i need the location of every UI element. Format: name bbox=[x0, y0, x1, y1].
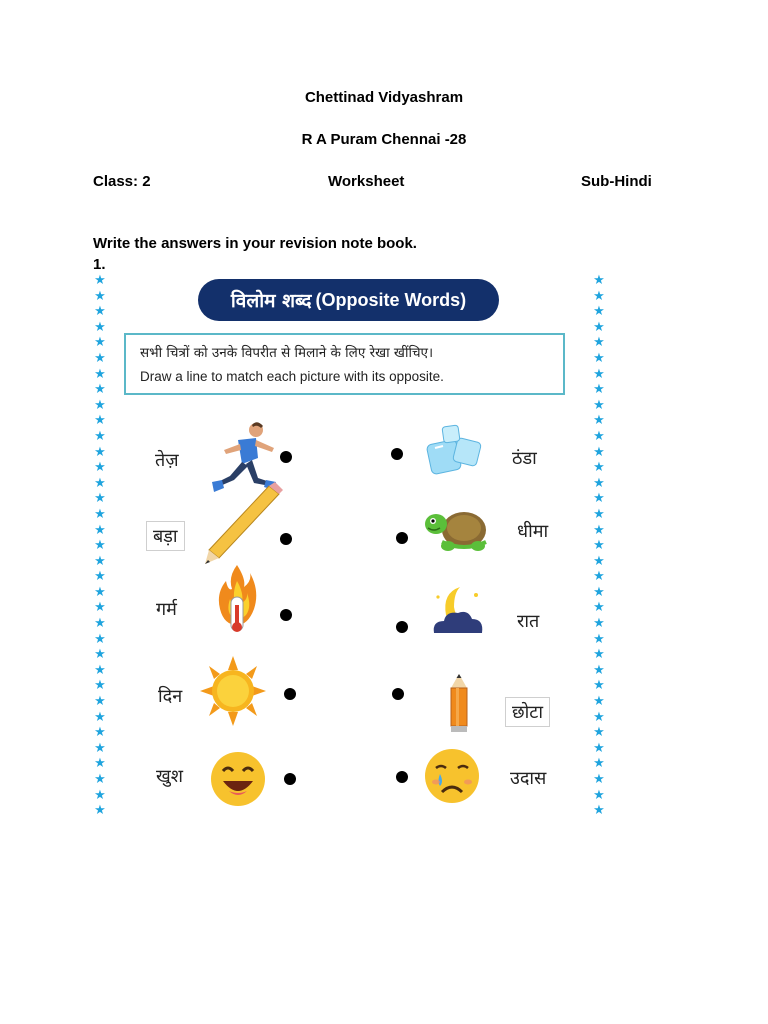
star-icon: ★ bbox=[593, 755, 605, 771]
star-icon: ★ bbox=[593, 724, 605, 740]
star-icon: ★ bbox=[94, 396, 106, 412]
star-icon: ★ bbox=[94, 661, 106, 677]
banner-hindi: विलोम शब्द bbox=[230, 290, 312, 312]
star-icon: ★ bbox=[94, 599, 106, 615]
match-dot-left[interactable] bbox=[284, 688, 296, 700]
star-icon: ★ bbox=[593, 661, 605, 677]
star-icon: ★ bbox=[593, 443, 605, 459]
left-word: गर्म bbox=[156, 599, 177, 620]
star-icon: ★ bbox=[593, 786, 605, 802]
right-word: रात bbox=[517, 611, 540, 632]
sun-icon bbox=[200, 656, 266, 726]
star-icon: ★ bbox=[94, 521, 106, 537]
star-icon: ★ bbox=[593, 318, 605, 334]
star-icon: ★ bbox=[94, 474, 106, 490]
star-icon: ★ bbox=[593, 505, 605, 521]
star-icon: ★ bbox=[593, 490, 605, 506]
turtle-icon bbox=[424, 502, 492, 556]
star-icon: ★ bbox=[94, 786, 106, 802]
star-icon: ★ bbox=[593, 287, 605, 303]
match-dot-right[interactable] bbox=[391, 448, 403, 460]
star-border-left-icon bbox=[92, 272, 108, 818]
star-icon: ★ bbox=[94, 287, 106, 303]
star-icon: ★ bbox=[94, 537, 106, 553]
star-icon: ★ bbox=[94, 349, 106, 365]
star-icon: ★ bbox=[94, 771, 106, 786]
class-label: Class: 2 bbox=[93, 173, 151, 190]
match-dot-right[interactable] bbox=[396, 621, 408, 633]
star-icon: ★ bbox=[94, 583, 106, 599]
star-icon: ★ bbox=[593, 474, 605, 490]
star-icon: ★ bbox=[94, 272, 106, 287]
star-icon: ★ bbox=[94, 724, 106, 740]
star-icon: ★ bbox=[94, 427, 106, 443]
match-dot-right[interactable] bbox=[396, 771, 408, 783]
happy-face-icon bbox=[209, 749, 267, 809]
task-hindi: सभी चित्रों को उनके विपरीत से मिलाने के लिए रेखा खींचिए। bbox=[140, 345, 434, 361]
star-icon: ★ bbox=[593, 615, 605, 631]
task-english: Draw a line to match each picture with its opposite. bbox=[140, 369, 444, 384]
star-icon: ★ bbox=[94, 615, 106, 631]
right-word: छोटा bbox=[505, 697, 550, 727]
star-icon: ★ bbox=[94, 334, 106, 350]
star-icon: ★ bbox=[593, 677, 605, 693]
left-word: बड़ा bbox=[146, 521, 185, 551]
fire-thermometer-icon bbox=[216, 563, 258, 635]
star-icon: ★ bbox=[593, 334, 605, 350]
star-icon: ★ bbox=[94, 490, 106, 506]
star-icon: ★ bbox=[94, 646, 106, 662]
star-icon: ★ bbox=[94, 802, 106, 818]
star-icon: ★ bbox=[593, 630, 605, 646]
star-icon: ★ bbox=[593, 568, 605, 584]
star-icon: ★ bbox=[94, 459, 106, 475]
left-word: तेज़ bbox=[155, 450, 179, 471]
star-icon: ★ bbox=[94, 318, 106, 334]
star-icon: ★ bbox=[593, 427, 605, 443]
pencil-long-icon bbox=[203, 480, 283, 566]
star-icon: ★ bbox=[593, 396, 605, 412]
star-icon: ★ bbox=[593, 739, 605, 755]
star-icon: ★ bbox=[94, 443, 106, 459]
star-icon: ★ bbox=[593, 272, 605, 287]
star-icon: ★ bbox=[593, 599, 605, 615]
star-icon: ★ bbox=[593, 802, 605, 818]
banner-english: (Opposite Words) bbox=[315, 289, 467, 310]
pencil-short-icon bbox=[447, 674, 471, 732]
star-icon: ★ bbox=[94, 755, 106, 771]
worksheet-banner bbox=[198, 279, 499, 321]
star-border-right-icon bbox=[591, 272, 607, 818]
star-icon: ★ bbox=[593, 412, 605, 428]
subject-label: Sub-Hindi bbox=[581, 173, 652, 190]
ice-cubes-icon bbox=[425, 424, 487, 476]
star-icon: ★ bbox=[94, 568, 106, 584]
star-icon: ★ bbox=[94, 708, 106, 724]
match-dot-right[interactable] bbox=[392, 688, 404, 700]
star-icon: ★ bbox=[94, 303, 106, 319]
match-dot-left[interactable] bbox=[284, 773, 296, 785]
star-icon: ★ bbox=[94, 365, 106, 381]
star-icon: ★ bbox=[593, 303, 605, 319]
star-icon: ★ bbox=[94, 630, 106, 646]
right-word: धीमा bbox=[517, 521, 549, 542]
right-word: उदास bbox=[510, 768, 547, 789]
star-icon: ★ bbox=[94, 381, 106, 397]
star-icon: ★ bbox=[94, 505, 106, 521]
left-word: दिन bbox=[158, 686, 183, 707]
star-icon: ★ bbox=[593, 537, 605, 553]
school-name: Chettinad Vidyashram bbox=[304, 89, 464, 106]
sad-face-icon bbox=[424, 744, 480, 806]
star-icon: ★ bbox=[593, 708, 605, 724]
match-dot-left[interactable] bbox=[280, 451, 292, 463]
star-icon: ★ bbox=[593, 521, 605, 537]
star-icon: ★ bbox=[593, 583, 605, 599]
instructions-text: Write the answers in your revision note book. bbox=[93, 235, 417, 252]
star-icon: ★ bbox=[593, 693, 605, 709]
right-word: ठंडा bbox=[512, 448, 537, 469]
match-dot-left[interactable] bbox=[280, 609, 292, 621]
star-icon: ★ bbox=[94, 552, 106, 568]
task-box bbox=[124, 333, 565, 395]
star-icon: ★ bbox=[593, 365, 605, 381]
star-icon: ★ bbox=[94, 677, 106, 693]
school-address: R A Puram Chennai -28 bbox=[301, 131, 467, 148]
star-icon: ★ bbox=[593, 552, 605, 568]
star-icon: ★ bbox=[593, 381, 605, 397]
star-icon: ★ bbox=[94, 693, 106, 709]
star-icon: ★ bbox=[94, 739, 106, 755]
left-word: खुश bbox=[156, 766, 183, 787]
star-icon: ★ bbox=[593, 459, 605, 475]
question-number: 1. bbox=[93, 256, 106, 273]
star-icon: ★ bbox=[593, 771, 605, 786]
star-icon: ★ bbox=[593, 646, 605, 662]
worksheet-label: Worksheet bbox=[328, 173, 405, 190]
star-icon: ★ bbox=[94, 412, 106, 428]
star-icon: ★ bbox=[593, 349, 605, 365]
moon-cloud-icon bbox=[430, 583, 486, 639]
match-dot-right[interactable] bbox=[396, 532, 408, 544]
